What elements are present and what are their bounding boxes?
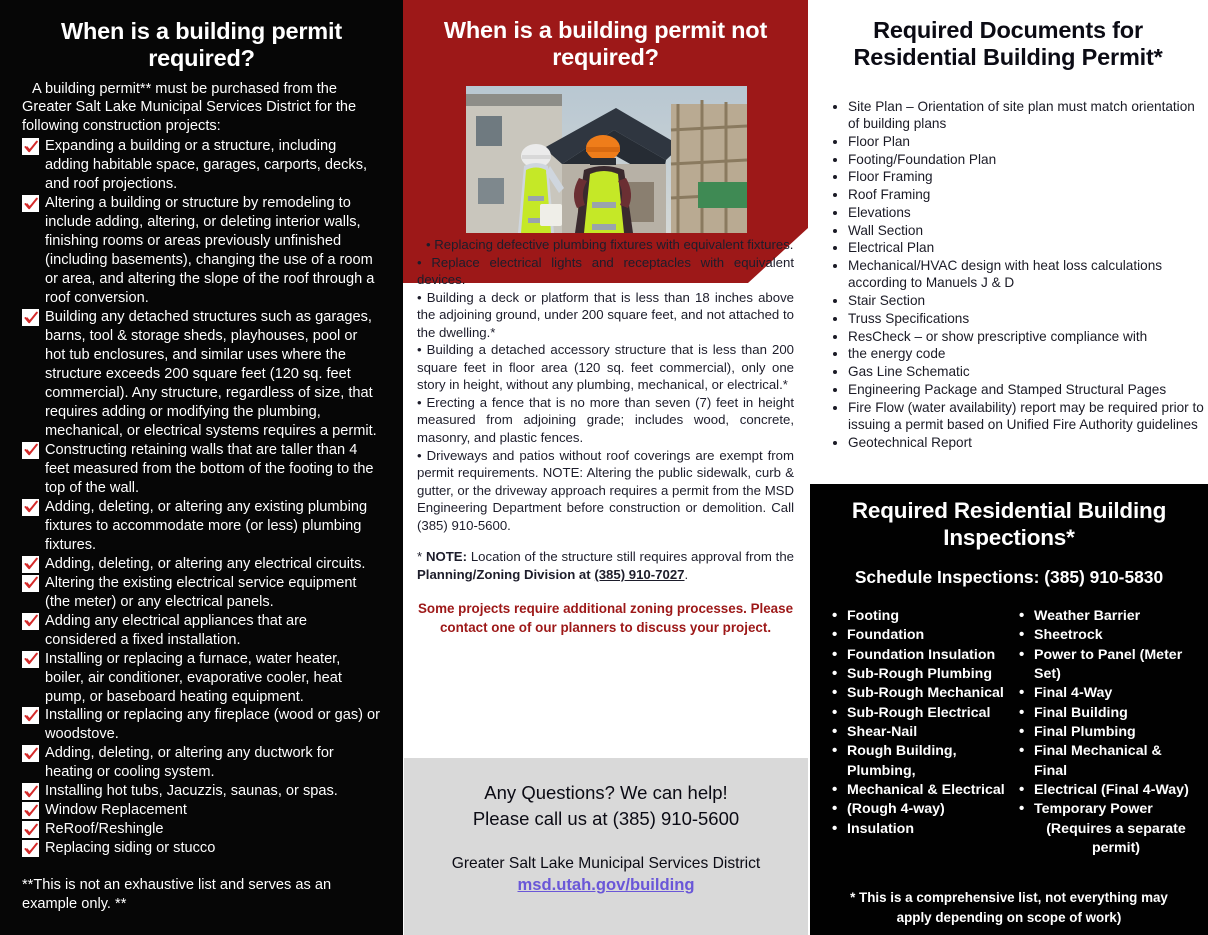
msd-website-link[interactable]: msd.utah.gov/building <box>517 875 695 895</box>
footer-agency-name: Greater Salt Lake Municipal Services District <box>451 854 761 872</box>
permit-not-required-item: • Replace electrical lights and receptacles with equivalent devices. <box>417 254 794 288</box>
required-inspections-panel <box>810 484 1208 935</box>
required-documents-list <box>826 98 1208 451</box>
required-documents-title: Required Documents for Residential Building Permit* <box>853 17 1163 71</box>
inspection-item: • Rough Building, Plumbing, <box>830 742 1011 781</box>
checkmark-icon <box>22 783 39 800</box>
permit-required-item <box>22 308 381 441</box>
planning-zoning-phone-link[interactable]: (385) 910-7027 <box>594 566 685 582</box>
schedule-inspections-phone: Schedule Inspections: (385) 910-5830 <box>854 567 1164 588</box>
zoning-note: Some projects require additional zoning processes. Please contact one of our planners to discuss your project. <box>417 601 794 635</box>
permit-required-item <box>22 744 381 782</box>
permit-required-item-label: Installing or replacing any fireplace (wood or gas) or woodstove. <box>45 707 381 743</box>
inspection-item: • Sheetrock <box>1017 626 1198 645</box>
permit-required-item-label: Altering a building or structure by remodeling to include adding, altering, or deleting interior walls, finishing rooms or areas previously unfinished (including basements), changing the use of a room or area, and altering the slope of the roof through a roof conversion. <box>45 195 375 307</box>
inspection-item: • Sub-Rough Electrical <box>830 704 1011 723</box>
inspection-item: • Final Building <box>1017 704 1198 723</box>
permit-required-item-label: Installing or replacing a furnace, water heater, boiler, air conditioner, evaporative cooler, heat pump, or baseboard heating equipment. <box>45 650 342 705</box>
checkmark-icon <box>22 613 39 630</box>
required-inspections-title: Required Residential Building Inspections* <box>851 498 1167 550</box>
permit-required-panel <box>0 0 403 935</box>
permit-not-required-panel <box>403 0 808 935</box>
checkmark-icon <box>22 499 39 516</box>
inspection-item: • (Rough 4-way) <box>830 800 1011 819</box>
note-star: * <box>417 549 426 565</box>
permit-required-item-label: Installing hot tubs, Jacuzzis, saunas, or spas. <box>45 783 338 800</box>
questions-footer-panel <box>404 758 808 935</box>
checkmark-icon <box>22 556 39 573</box>
inspection-item: • Mechanical & Electrical <box>830 781 1011 800</box>
required-document-item: • Geotechnical Report <box>848 434 1208 451</box>
inspection-item: • Final Mechanical & Final <box>1017 742 1198 781</box>
permit-required-intro: A building permit** must be purchased from the Greater Salt Lake Municipal Services District for the following construction projects: <box>22 80 357 135</box>
inspection-item: • Final 4-Way <box>1017 684 1198 703</box>
permit-not-required-item: • Replacing defective plumbing fixtures with equivalent fixtures. <box>426 237 794 252</box>
permit-required-item <box>22 650 381 707</box>
required-documents-panel <box>808 0 1208 935</box>
inspection-item: • Electrical (Final 4-Way) <box>1017 781 1198 800</box>
permit-required-item <box>22 441 381 498</box>
permit-required-item <box>22 801 381 820</box>
permit-required-item <box>22 137 381 194</box>
inspection-item: • Insulation <box>830 820 1011 839</box>
checkmark-icon <box>22 821 39 838</box>
footer-line-2: Please call us at (385) 910-5600 <box>472 808 740 830</box>
inspection-item: • Temporary Power <box>1017 800 1198 819</box>
permit-not-required-item: • Driveways and patios without roof coverings are exempt from permit requirements. NOTE: Altering the public sidewalk, curb & gutter, or the driveway approach requires a permit from the MSD Engineering Department before construction or demolition. Call (385) 910-5600. <box>417 447 794 533</box>
required-document-item: • Gas Line Schematic <box>848 363 1208 380</box>
checkmark-icon <box>22 707 39 724</box>
required-document-item: • Footing/Foundation Plan <box>848 151 1208 168</box>
permit-required-title: When is a building permit required? <box>61 18 342 72</box>
permit-required-item-label: Window Replacement <box>45 802 187 819</box>
permit-required-item-label: Altering the existing electrical service equipment (the meter) or any electrical panels. <box>45 574 357 610</box>
required-document-item: • the energy code <box>848 345 1208 362</box>
checkmark-icon <box>22 138 39 155</box>
permit-required-item-label: Expanding a building or a structure, including adding habitable space, garages, carports, decks, and roof projections. <box>45 138 368 193</box>
permit-required-item-label: Adding any electrical appliances that are considered a fixed installation. <box>45 612 308 648</box>
required-document-item: • Wall Section <box>848 222 1208 239</box>
location-note <box>417 548 794 583</box>
required-document-item: • Engineering Package and Stamped Structural Pages <box>848 381 1208 398</box>
inspection-item: Set) <box>1034 666 1061 683</box>
checkmark-icon <box>22 745 39 762</box>
footer-line-1: Any Questions? We can help! <box>484 782 728 803</box>
inspections-columns <box>820 607 1198 858</box>
required-document-item: • Site Plan – Orientation of site plan must match orientation of building plans <box>848 98 1208 133</box>
permit-required-list <box>22 137 381 858</box>
permit-required-item <box>22 612 381 650</box>
permit-required-item-label: ReRoof/Reshingle <box>45 821 164 838</box>
required-document-item: • Roof Framing <box>848 186 1208 203</box>
permit-not-required-item: • Erecting a fence that is no more than seven (7) feet in height measured from adjoining grade; includes wood, concrete, masonry, and plastic fences. <box>417 394 794 446</box>
permit-required-item <box>22 574 381 612</box>
permit-required-item-label: Replacing siding or stucco <box>45 840 216 857</box>
inspection-item: • Foundation <box>830 626 1011 645</box>
construction-workers-photo <box>466 86 747 233</box>
checkmark-icon <box>22 575 39 592</box>
required-document-item: • Elevations <box>848 204 1208 221</box>
required-document-item: • Truss Specifications <box>848 310 1208 327</box>
permit-not-required-body <box>403 236 808 637</box>
checkmark-icon <box>22 195 39 212</box>
checkmark-icon <box>22 309 39 326</box>
inspection-item: • Final Plumbing <box>1017 723 1198 742</box>
permit-required-item <box>22 839 381 858</box>
permit-required-item <box>22 555 381 574</box>
inspections-column-left <box>820 607 1011 858</box>
required-document-item: • Floor Framing <box>848 168 1208 185</box>
permit-required-item <box>22 706 381 744</box>
required-document-item: • Electrical Plan <box>848 239 1208 256</box>
permit-required-item <box>22 782 381 801</box>
inspection-item: • Weather Barrier <box>1017 607 1198 626</box>
inspection-item: • Shear-Nail <box>830 723 1011 742</box>
permit-required-item <box>22 820 381 839</box>
note-division: Planning/Zoning Division at <box>417 566 595 582</box>
required-document-item: • Fire Flow (water availability) report may be required prior to issuing a permit based on Unified Fire Authority guidelines <box>848 399 1208 434</box>
note-text: Location of the structure still requires approval from the <box>467 549 794 565</box>
required-document-item: • Floor Plan <box>848 133 1208 150</box>
checkmark-icon <box>22 651 39 668</box>
required-document-item: • Stair Section <box>848 292 1208 309</box>
permit-required-item-label: Constructing retaining walls that are taller than 4 feet measured from the bottom of the footing to the top of the wall. <box>45 441 374 496</box>
note-period: . <box>684 566 689 582</box>
inspections-column-right <box>1011 607 1198 858</box>
inspection-item: • Footing <box>830 607 1011 626</box>
permit-not-required-item: • Building a detached accessory structure that is less than 200 square feet in floor area (120 sq. feet commercial), only one story in height, without any plumbing, mechanical, or electrical.* <box>417 342 794 393</box>
permit-required-footnote: **This is not an exhaustive list and serves as an example only. ** <box>22 877 332 913</box>
permit-required-item <box>22 498 381 555</box>
inspections-footnote: * This is a comprehensive list, not everything may apply depending on scope of work) <box>850 890 1168 926</box>
required-document-item: • Mechanical/HVAC design with heat loss calculations according to Manuels J & D <box>848 257 1208 292</box>
checkmark-icon <box>22 840 39 857</box>
checkmark-icon <box>22 442 39 459</box>
inspection-item: • Power to Panel (Meter <box>1017 646 1198 665</box>
inspection-item: • Sub-Rough Mechanical <box>830 684 1011 703</box>
permit-required-item-label: Building any detached structures such as garages, barns, tool & storage sheds, playhouses, pool or hot tub enclosures, and similar uses where the structure exceeds 200 square feet (120 sq. feet commercial). Any structure, regardless of size, that requires adding or modifying the plumbing, mechanical, or electrical systems requires a permit. <box>45 309 377 439</box>
note-label: NOTE: <box>425 549 467 565</box>
permit-not-required-item: • Building a deck or platform that is less than 18 inches above the adjoining ground, under 200 square feet, and not attached to the dwelling.* <box>417 289 794 340</box>
permit-required-item-label: Adding, deleting, or altering any existing plumbing fixtures to accommodate more (or less) plumbing fixtures. <box>45 498 368 553</box>
required-document-item: • ResCheck – or show prescriptive compliance with <box>848 328 1208 345</box>
inspection-item: • Sub-Rough Plumbing <box>830 665 1011 684</box>
permit-required-item-label: Adding, deleting, or altering any ductwork for heating or cooling system. <box>45 745 334 781</box>
permit-not-required-title: When is a building permit not required? <box>443 17 768 71</box>
inspection-item: (Requires a separate permit) <box>1046 820 1186 856</box>
permit-required-item-label: Adding, deleting, or altering any electrical circuits. <box>45 555 366 572</box>
checkmark-icon <box>22 802 39 819</box>
permit-required-item <box>22 194 381 308</box>
inspection-item: • Foundation Insulation <box>830 646 1011 665</box>
